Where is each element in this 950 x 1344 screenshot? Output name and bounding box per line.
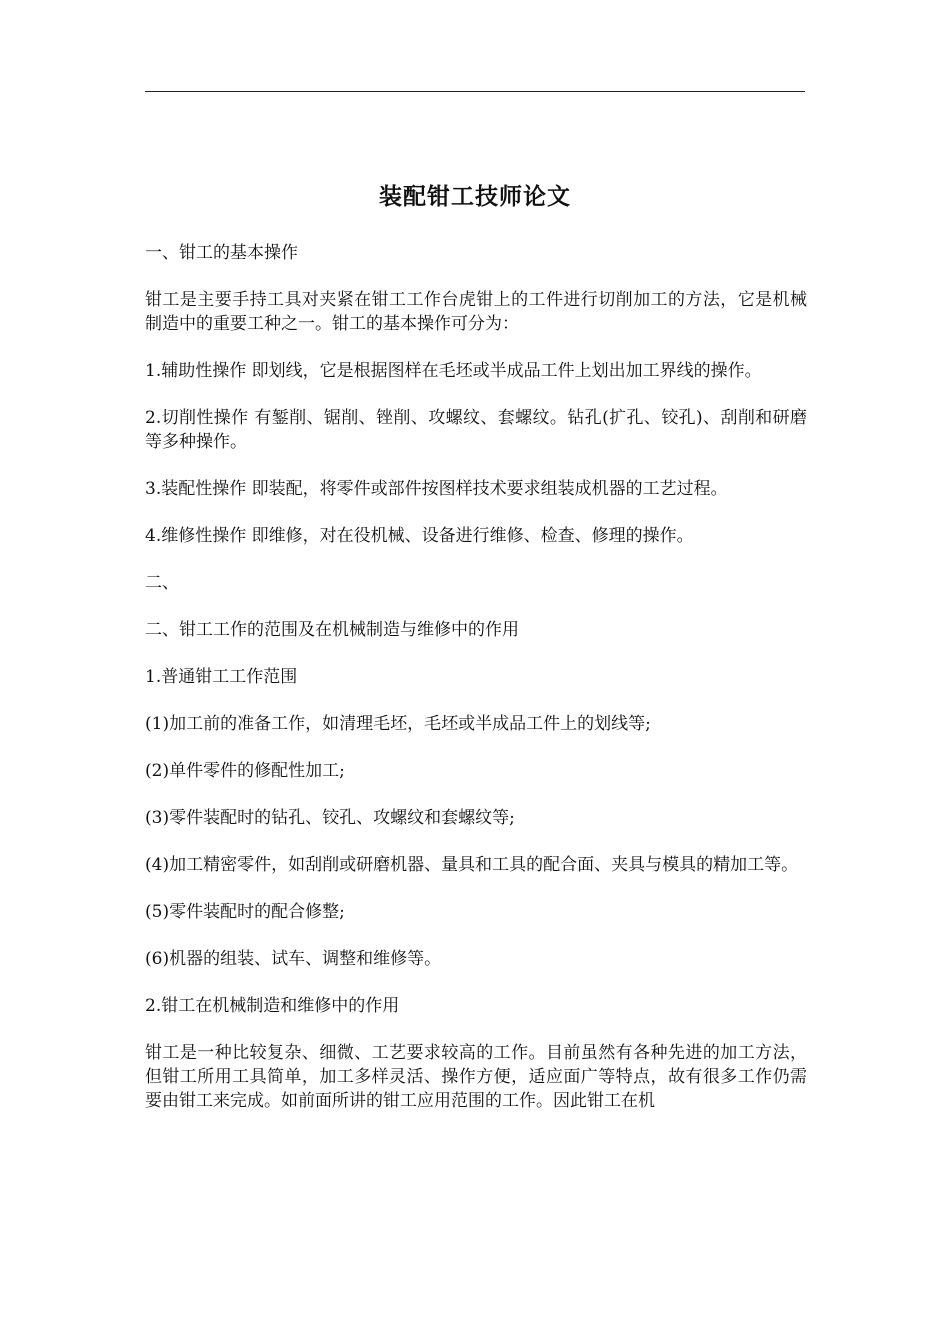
list-item: (2)单件零件的修配性加工;: [145, 761, 345, 781]
section-heading-2: 二、钳工工作的范围及在机械制造与维修中的作用: [145, 620, 519, 640]
header-rule: [145, 91, 805, 92]
body-paragraph: 钳工是主要手持工具对夹紧在钳工工作台虎钳上的工件进行切削加工的方法，它是机械制造中的重要工种之一。钳工的基本操作可分为：: [145, 290, 807, 334]
section-marker: 二、: [145, 573, 179, 593]
subsection-heading: 2.钳工在机械制造和维修中的作用: [145, 996, 400, 1016]
list-item: (3)零件装配时的钻孔、铰孔、攻螺纹和套螺纹等;: [145, 808, 515, 828]
list-item-assembly-operation: 3.装配性操作 即装配，将零件或部件按图样技术要求组装成机器的工艺过程。: [145, 479, 728, 499]
document-body: [145, 241, 807, 1136]
list-item: (1)加工前的准备工作，如清理毛坯，毛坯或半成品工件上的划线等;: [145, 714, 651, 734]
page-title: 装配钳工技师论文: [379, 183, 571, 210]
list-item: (6)机器的组装、试车、调整和维修等。: [145, 949, 442, 969]
section-heading-1: 一、钳工的基本操作: [145, 243, 298, 263]
list-item-auxiliary-operation: 1.辅助性操作 即划线，它是根据图样在毛坯或半成品工件上划出加工界线的操作。: [145, 361, 762, 381]
subsection-heading: 1.普通钳工工作范围: [145, 667, 298, 687]
list-item: (4)加工精密零件，如刮削或研磨机器、量具和工具的配合面、夹具与模具的精加工等。: [145, 855, 799, 875]
body-paragraph: 钳工是一种比较复杂、细微、工艺要求较高的工作。目前虽然有各种先进的加工方法，但钳工所用工具简单，加工多样灵活、操作方便，适应面广等特点，故有很多工作仍需要由钳工来完成。如前面所讲的钳工应用范围的工作。因此钳工在机: [145, 1043, 807, 1111]
list-item-maintenance-operation: 4.维修性操作 即维修，对在役机械、设备进行维修、检查、修理的操作。: [145, 526, 694, 546]
list-item: (5)零件装配时的配合修整;: [145, 902, 345, 922]
list-item-cutting-operation: 2.切削性操作 有錾削、锯削、锉削、攻螺纹、套螺纹。钻孔(扩孔、铰孔)、刮削和研磨等多种操作。: [145, 408, 807, 452]
